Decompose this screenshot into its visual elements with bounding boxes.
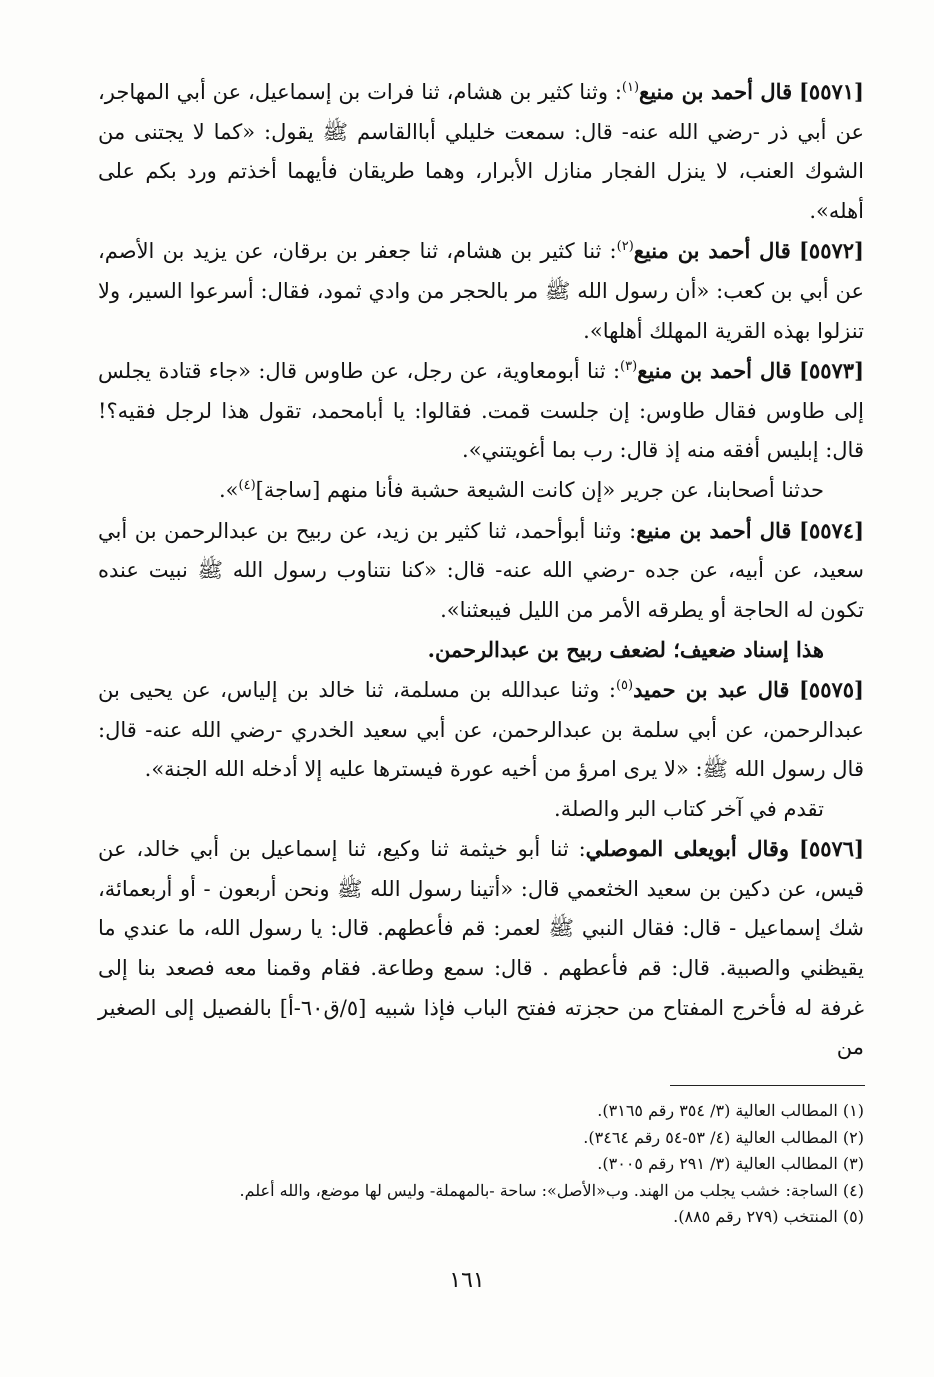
hadith-5571 bbox=[98, 72, 864, 231]
page-number: ١٦١ bbox=[449, 1268, 485, 1293]
footnote-4: (٤) الساجة: خشب يجلب من الهند. وب«الأصل»: ساحة -بالمهملة- وليس لها موضع، والله أعلم. bbox=[239, 1180, 864, 1200]
hadith-number: [٥٥٧٢] bbox=[798, 238, 864, 264]
hadith-text: : ثنا أبو خيثمة ثنا وكيع، ثنا إسماعيل بن أبي خالد، عن قيس، عن دكين بن سعيد الخثعمي قال: «أتينا رسول الله ﷺ ونحن أربعون - أو أربعمائة، شك إسماعيل - قال: فقال النبي ﷺ لعمر: قم فأعطهم. قال: يا رسول الله، ما عندي ما يقيظني والصبية. قال: قم فأعطهم . قال: سمع وطاعة. فقام وقمنا معه فصعد بنا إلى غرفة له فأخرج المفتاح من حجزته ففتح الباب فإذا شبيه [٥/ق٦٠-أ] بالفصيل إلى الصغير من bbox=[98, 837, 864, 1060]
narrator-lead: قال أحمد بن منيع bbox=[636, 517, 792, 543]
footnote-divider bbox=[670, 1085, 865, 1086]
hadith-number: [٥٥٧١] bbox=[798, 79, 864, 104]
narrator-lead: قال أحمد بن منيع bbox=[637, 358, 792, 384]
hadith-5576 bbox=[98, 829, 864, 1068]
hadith-5573 bbox=[98, 351, 864, 471]
footnotes bbox=[98, 1098, 864, 1231]
hadith-number: [٥٥٧٣] bbox=[799, 358, 864, 384]
hadith-text: : وثنا أبوأحمد، ثنا كثير بن زيد، عن ربيح بن عبدالرحمن بن أبي سعيد، عن أبيه، عن جده -رضي الله عنه- قال: «كنا نتناوب رسول الله ﷺ نبيت عنده تكون له الحاجة أو يطرقه الأمر من الليل فيبعثنا». bbox=[98, 518, 864, 622]
note-text: حدثنا أصحابنا، عن جرير «إن كانت الشيعة حشبة فأنا منهم [ساجة] bbox=[255, 477, 824, 502]
hadith-text: : وثنا عبدالله بن مسلمة، ثنا خالد بن إلياس، عن يحيى بن عبدالرحمن، عن أبي سلمة بن عبدالرحمن، عن أبي سعيد الخدري -رضي الله عنه- قال: قال رسول الله ﷺ: «لا يرى امرؤ من أخيه عورة فيسترها عليه إلا أدخله الله الجنة». bbox=[98, 677, 864, 782]
narrator-lead: قال عبد بن حميد bbox=[633, 676, 790, 702]
footnote-3: (٣) المطالب العالية (٣/ ٢٩١ رقم ٣٠٠٥). bbox=[597, 1154, 864, 1173]
hadith-text: : وثنا كثير بن هشام، ثنا فرات بن إسماعيل، عن أبي المهاجر، عن أبي ذر -رضي الله عنه- قال: سمعت خليلي أباالقاسم ﷺ يقول: «كما لا يجتنى من الشوك العنب، لا ينزل الفجار منازل الأبرار، وهما طريقان فأيهما أخذتم ورد بكم على أهله». bbox=[98, 80, 864, 223]
footnote-ref: (١) bbox=[621, 80, 640, 95]
hadith-5572 bbox=[98, 231, 864, 351]
isnad-grading-note: هذا إسناد ضعيف؛ لضعف ربيح بن عبدالرحمن. bbox=[427, 637, 824, 663]
footnote-ref: (٥) bbox=[615, 677, 634, 693]
hadith-number: [٥٥٧٦] bbox=[799, 836, 864, 862]
hadith-5575 bbox=[98, 670, 864, 790]
footnote-2: (٢) المطالب العالية (٤/ ٥٣-٥٤ رقم ٣٤٦٤). bbox=[583, 1127, 864, 1147]
narrator-lead: قال أحمد بن منيع bbox=[639, 79, 793, 104]
cross-reference-note: تقدم في آخر كتاب البر والصلة. bbox=[554, 796, 824, 821]
main-text bbox=[98, 72, 864, 1068]
footnote-1: (١) المطالب العالية (٣/ ٣٥٤ رقم ٣١٦٥). bbox=[597, 1101, 864, 1120]
narrator-lead: قال أحمد بن منيع bbox=[633, 238, 791, 264]
footnote-ref: (٣) bbox=[620, 359, 638, 375]
footnote-5: (٥) المنتخب (٢٧٩ رقم ٨٨٥). bbox=[673, 1207, 864, 1226]
hadith-text: : ثنا أبومعاوية، عن رجل، عن طاوس قال: «جاء قتادة يجلس إلى طاوس فقال طاوس: إن جلست قمت. فقالوا: يا أبامحمد، تقول هذا لرجل فقيه؟! قال: إبليس أفقه منه إذ قال: رب بما أغويتني». bbox=[98, 359, 864, 463]
narrator-lead: وقال أبويعلى الموصلي bbox=[585, 836, 790, 862]
footnote-ref: (٢) bbox=[616, 239, 634, 255]
indented-note-jarir bbox=[98, 471, 864, 511]
hadith-5574 bbox=[98, 511, 864, 631]
note-tail: ». bbox=[218, 477, 239, 502]
hadith-number: [٥٥٧٤] bbox=[799, 517, 864, 543]
footnote-ref: (٤) bbox=[238, 477, 256, 493]
hadith-number: [٥٥٧٥] bbox=[798, 676, 864, 702]
hadith-text: : ثنا كثير بن هشام، ثنا جعفر بن برقان، عن يزيد بن الأصم، عن أبي بن كعب: «أن رسول الله ﷺ مر بالحجر من وادي ثمود، فقال: أسرعوا السير، ولا تنزلوا بهذه القرية المهلك أهلها». bbox=[98, 239, 864, 343]
